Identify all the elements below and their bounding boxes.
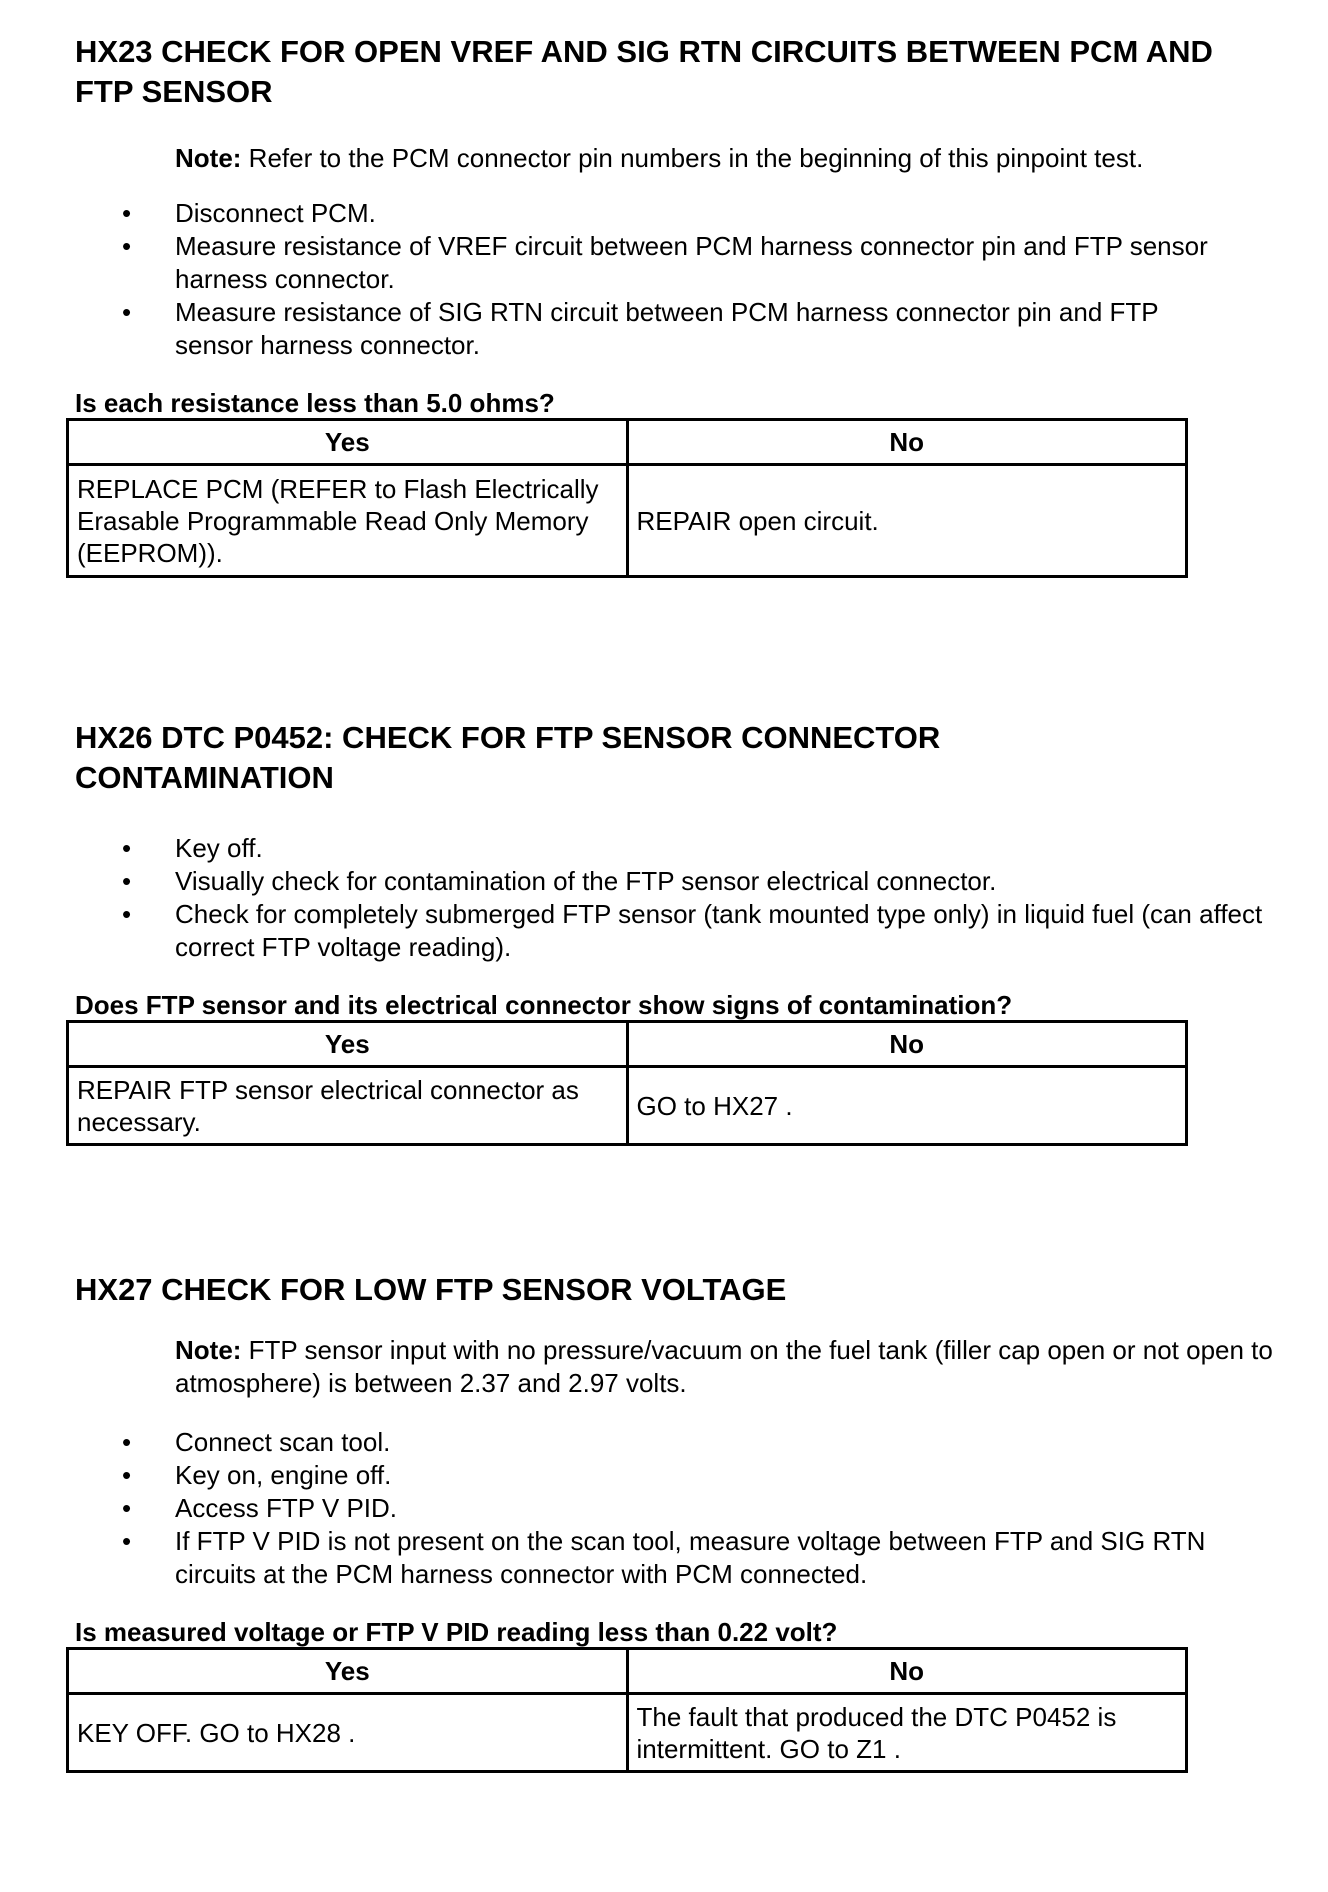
- bullet-icon: •: [122, 198, 132, 228]
- bullet-icon: •: [122, 1427, 132, 1457]
- note-text: Refer to the PCM connector pin numbers in the beginning of this pinpoint test.: [241, 143, 1144, 173]
- question: Is measured voltage or FTP V PID reading less than 0.22 volt?: [75, 1617, 838, 1647]
- no-header: No: [627, 420, 1187, 465]
- yes-action: REPAIR FTP sensor electrical connector as necessary.: [68, 1067, 628, 1145]
- list-item: • Measure resistance of VREF circuit between PCM harness connector pin and FTP sensor harness connector.: [122, 231, 1208, 294]
- note-text: FTP sensor input with no pressure/vacuum on the fuel tank (filler cap open or not open to atmosphere) is between 2.37 and 2.97 volts.: [175, 1335, 1273, 1398]
- section-hx27: [75, 1270, 1275, 1773]
- list-item: • Check for completely submerged FTP sensor (tank mounted type only) in liquid fuel (can affect correct FTP voltage reading).: [122, 899, 1263, 962]
- yes-action: KEY OFF. GO to HX28 .: [68, 1694, 628, 1772]
- note: [175, 142, 1275, 175]
- step-list: [75, 197, 1235, 362]
- no-action: REPAIR open circuit.: [627, 465, 1187, 577]
- bullet-icon: •: [122, 866, 132, 896]
- bullet-icon: •: [122, 1460, 132, 1490]
- step-list: [75, 1426, 1225, 1591]
- question: Is each resistance less than 5.0 ohms?: [75, 388, 555, 418]
- step-list: [75, 832, 1275, 964]
- section-heading: HX23 CHECK FOR OPEN VREF AND SIG RTN CIRCUITS BETWEEN PCM AND FTP SENSOR: [75, 34, 1213, 109]
- note-label: Note:: [175, 1335, 242, 1365]
- no-action: GO to HX27 .: [627, 1067, 1187, 1145]
- bullet-icon: •: [122, 1526, 132, 1556]
- list-item: • Disconnect PCM.: [122, 198, 376, 228]
- section-hx23: [75, 32, 1275, 578]
- section-hx26: [75, 718, 1275, 1146]
- bullet-icon: •: [122, 1493, 132, 1523]
- decision-table: [66, 1020, 1188, 1146]
- bullet-icon: •: [122, 297, 132, 327]
- no-action: The fault that produced the DTC P0452 is intermittent. GO to Z1 .: [627, 1694, 1187, 1772]
- no-header: No: [627, 1022, 1187, 1067]
- decision-table: [66, 1647, 1188, 1773]
- bullet-icon: •: [122, 833, 132, 863]
- list-item: • Visually check for contamination of the FTP sensor electrical connector.: [122, 866, 997, 896]
- bullet-icon: •: [122, 899, 132, 929]
- list-item: • Access FTP V PID.: [122, 1493, 398, 1523]
- list-item: • Connect scan tool.: [122, 1427, 391, 1457]
- section-heading: HX26 DTC P0452: CHECK FOR FTP SENSOR CONNECTOR CONTAMINATION: [75, 720, 941, 795]
- list-item: • Measure resistance of SIG RTN circuit between PCM harness connector pin and FTP sensor harness connector.: [122, 297, 1159, 360]
- note: [175, 1334, 1328, 1400]
- section-heading: HX27 CHECK FOR LOW FTP SENSOR VOLTAGE: [75, 1272, 787, 1307]
- yes-header: Yes: [68, 1649, 628, 1694]
- yes-action: REPLACE PCM (REFER to Flash Electrically Erasable Programmable Read Only Memory (EEPROM)).: [68, 465, 628, 577]
- note-label: Note:: [175, 143, 242, 173]
- decision-table: [66, 418, 1188, 578]
- list-item: • Key on, engine off.: [122, 1460, 392, 1490]
- yes-header: Yes: [68, 420, 628, 465]
- list-item: • If FTP V PID is not present on the scan tool, measure voltage between FTP and SIG RTN circuits at the PCM harness connector with PCM connected.: [122, 1526, 1206, 1589]
- no-header: No: [627, 1649, 1187, 1694]
- bullet-icon: •: [122, 231, 132, 261]
- question: Does FTP sensor and its electrical connector show signs of contamination?: [75, 990, 1013, 1020]
- yes-header: Yes: [68, 1022, 628, 1067]
- list-item: • Key off.: [122, 833, 263, 863]
